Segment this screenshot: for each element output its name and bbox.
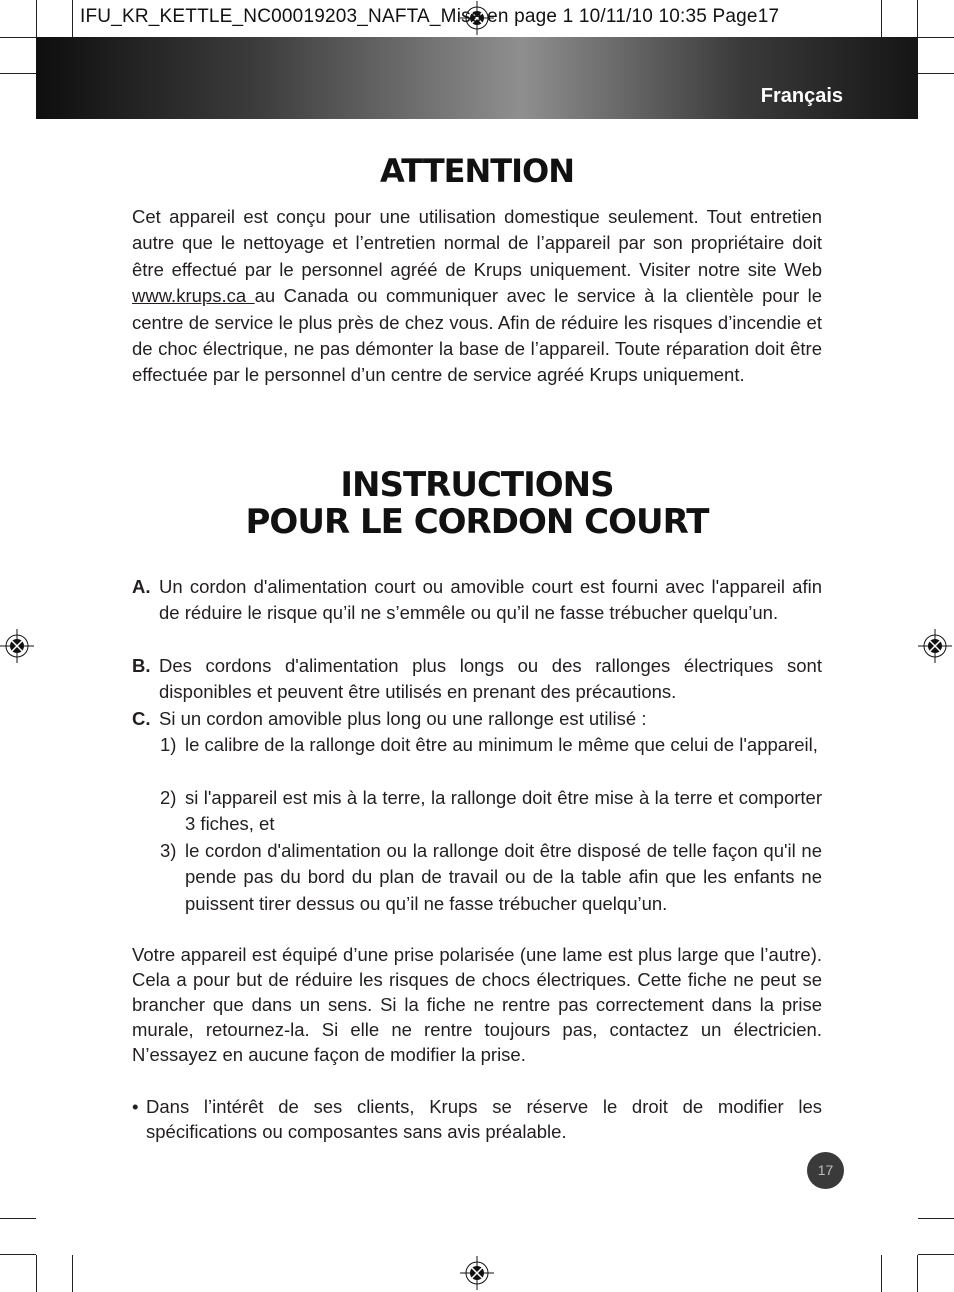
list-item-label: B. bbox=[132, 655, 151, 676]
language-label: Français bbox=[760, 85, 843, 107]
crop-mark bbox=[918, 1218, 954, 1219]
crop-mark bbox=[36, 1255, 37, 1292]
instructions-title-line2: POUR LE CORDON COURT bbox=[245, 502, 709, 542]
instructions-title-line1: INSTRUCTIONS bbox=[340, 465, 614, 505]
crop-mark bbox=[917, 1255, 918, 1292]
sub-item-text: le calibre de la rallonge doit être au minimum le même que celui de l'appareil, bbox=[185, 734, 818, 755]
crop-mark bbox=[0, 1218, 36, 1219]
sub-item-number: 3) bbox=[160, 840, 177, 861]
crop-mark bbox=[918, 1254, 954, 1255]
attention-paragraph bbox=[132, 204, 822, 389]
list-item-text: Des cordons d'alimentation plus longs ou des rallonges électriques sont disponibles et peuvent être utilisés en prenant des précautions. bbox=[159, 655, 822, 703]
crop-mark bbox=[72, 0, 73, 37]
list-item-text: Un cordon d'alimentation court ou amovible court est fourni avec l'appareil afin de réduire le risque qu’il ne s’emmêle ou qu’il ne fasse trébucher quelqu’un. bbox=[159, 576, 822, 624]
sub-item-2 bbox=[160, 785, 822, 838]
crop-mark bbox=[0, 1254, 36, 1255]
crop-mark bbox=[918, 73, 954, 74]
attention-text-2: au Canada ou communiquer avec le service à la clientèle pour le centre de service le plus près de chez vous. Afin de réduire les risques d’incendie et de choc électrique, ne pas démonter la base de l’appareil. Toute réparation doit être effectuée par le personnel d’un centre de service agréé Krups uniquement. bbox=[132, 285, 822, 386]
polarized-plug-paragraph: Votre appareil est équipé d’une prise polarisée (une lame est plus large que l’autre). Cela a pour but de réduire les risques de chocs électriques. Cette fiche ne peut se brancher que dans un sens. Si la fiche ne rentre pas correctement dans la prise murale, retournez-la. Si elle ne rentre toujours pas, contactez un électricien. N’essayez en aucune façon de modifier la prise. bbox=[132, 944, 822, 1065]
sub-item-number: 1) bbox=[160, 734, 177, 755]
registration-mark-icon bbox=[918, 629, 952, 663]
registration-mark-icon bbox=[0, 629, 34, 663]
list-item-b bbox=[132, 653, 822, 706]
crop-mark bbox=[0, 73, 36, 74]
sub-item-text: le cordon d'alimentation ou la rallonge doit être disposé de telle façon qu'il ne pende pas du bord du plan de travail ou de la table afin que les enfants ne puissent tirer dessus ou qu’il ne fasse trébucher quelqu’un. bbox=[185, 840, 822, 914]
sub-item-number: 2) bbox=[160, 787, 177, 808]
attention-text-1: Cet appareil est conçu pour une utilisation domestique seulement. Tout entretien autre que le nettoyage et l’entretien normal de l’appareil par son propriétaire doit être effectué par le personnel agréé de Krups uniquement. Visiter notre site Web bbox=[132, 206, 822, 280]
crop-mark bbox=[72, 1255, 73, 1292]
crop-mark bbox=[36, 0, 37, 37]
sub-item-text: si l'appareil est mis à la terre, la rallonge doit être mise à la terre et comporter 3 fiches, et bbox=[185, 787, 822, 835]
crop-mark bbox=[881, 1255, 882, 1292]
crop-mark bbox=[918, 37, 954, 38]
print-slug: IFU_KR_KETTLE_NC00019203_NAFTA_Mise en page 1 10/11/10 10:35 Page17 bbox=[80, 6, 780, 27]
krups-website-link[interactable]: www.krups.ca bbox=[132, 285, 255, 307]
list-item-text: Si un cordon amovible plus long ou une rallonge est utilisé : bbox=[159, 708, 647, 729]
list-item-c bbox=[132, 706, 822, 732]
bullet-symbol: • bbox=[132, 1096, 139, 1117]
sub-item-3 bbox=[160, 838, 822, 917]
list-item-a bbox=[132, 574, 822, 627]
bullet-item bbox=[132, 1094, 822, 1144]
bullet-text: Dans l’intérêt de ses clients, Krups se réserve le droit de modifier les spécifications ou composantes sans avis préalable. bbox=[146, 1096, 822, 1142]
registration-mark-icon bbox=[460, 1256, 494, 1290]
crop-mark bbox=[881, 0, 882, 37]
attention-title: ATTENTION bbox=[379, 152, 575, 190]
page-number-badge: 17 bbox=[807, 1152, 844, 1189]
list-item-label: A. bbox=[132, 576, 151, 597]
list-item-label: C. bbox=[132, 708, 151, 729]
crop-mark bbox=[917, 0, 918, 37]
crop-mark bbox=[0, 37, 36, 38]
sub-item-1 bbox=[160, 732, 822, 758]
